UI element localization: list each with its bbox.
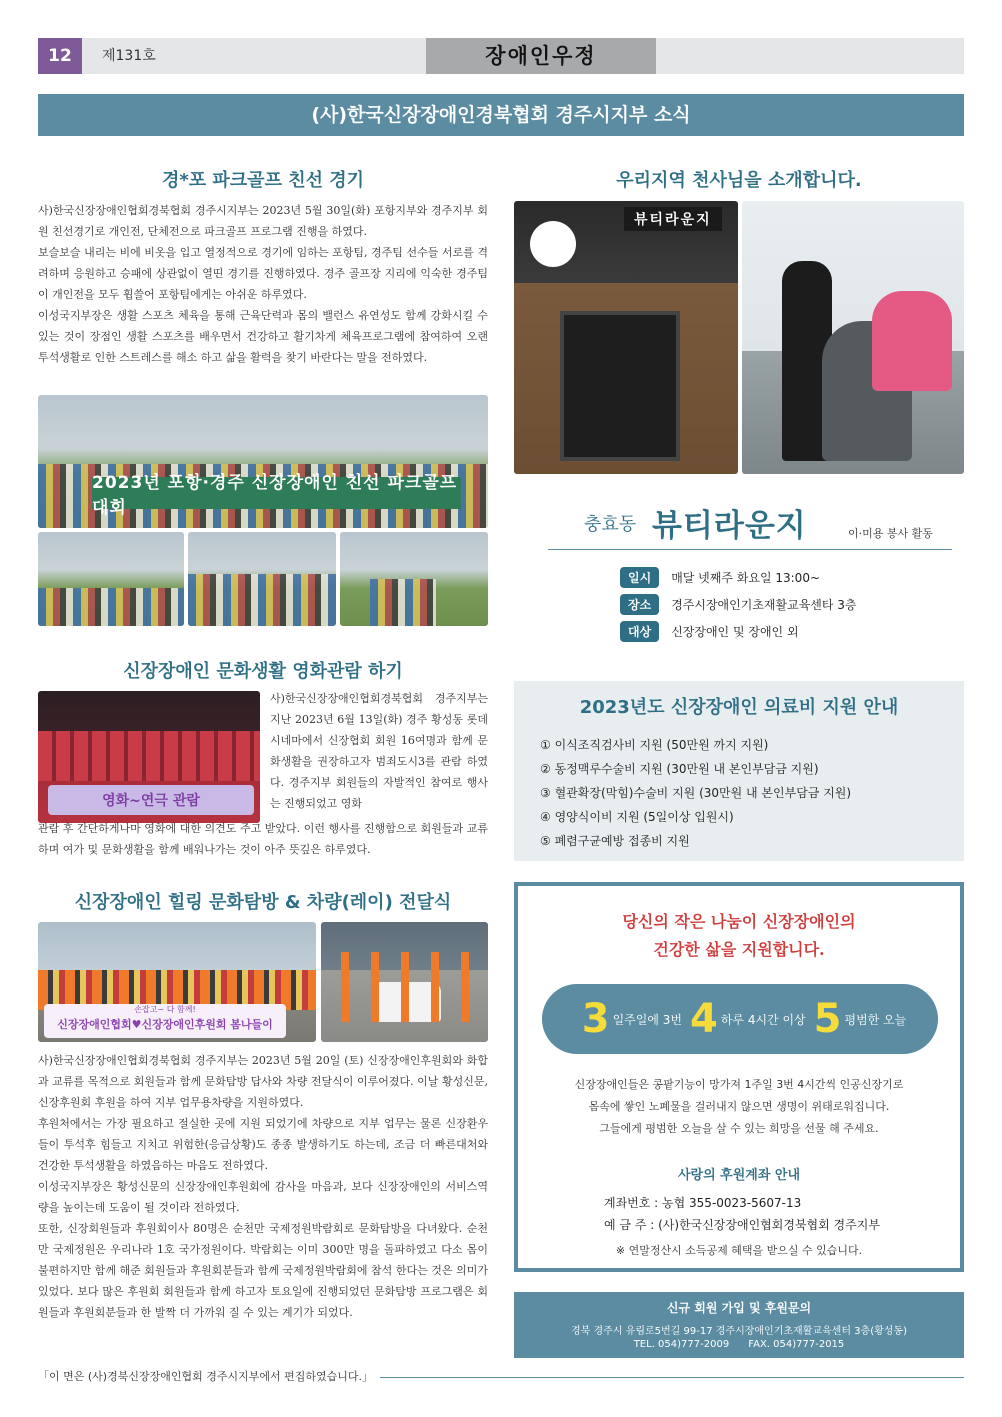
tag-date: 일시 [620,567,659,588]
dialysis-facts-pill [542,984,938,1054]
account-number: 계좌번호 : 농협 355-0023-5607-13 [604,1196,802,1210]
medical-title: 2023년도 신장장애인 의료비 지원 안내 [579,697,899,718]
shop-door [560,311,680,461]
angel-name: 뷰티라운지 [652,508,807,544]
section-banner: (사)한국신장장애인경북협회 경주시지부 소식 [38,94,964,136]
outing-banner-small: 손잡고~ 다 함께! [134,1005,196,1014]
tag-place: 장소 [620,594,659,615]
tag-target: 대상 [620,621,659,642]
golf-paragraph: 보슬보슬 내리는 비에 비옷을 입고 열정적으로 경기에 임하는 포항팀, 경주팀 선수들 서로를 격려하며 응원하고 승패에 상관없이 열띤 경기를 진행하였다. 경주 골프장 지리에 익숙한 경주팀이 개인전을 모두 휩쓸어 포항팀에게는 아쉬운 하루였다. [38,246,488,301]
list-item: ③ 혈관확장(막힘)수술비 지원 (30만원 내 본인부담금 지원) [540,786,852,800]
cinema-photo [38,691,260,823]
desc-line: 그들에게 평범한 오늘을 살 수 있는 희망을 선물 해 주세요. [599,1122,879,1135]
golf-play-photo [38,532,184,626]
fact-text: 일주일에 3번 [612,1012,682,1027]
desc-line: 몸속에 쌓인 노폐물을 걸러내지 않으면 생명이 위태로워집니다. [588,1100,890,1113]
golf-body [38,200,488,368]
info-place: 경주시장애인기초재활교육센타 3층 [671,598,857,612]
healing-paragraph: 사)한국신장장애인협회경북협회 경주지부는 2023년 5월 20일 (토) 신장장애인후원회와 화합과 교류를 목적으로 회원들과 함께 문화탐방 답사와 차량 전달식이 이루어졌다. 이날 황성신문, 신장후원회 후원을 하여 지부 업무용차량을 지원하였다. [38,1054,488,1109]
golf-photo-banner: 2023년 포항·경주 신장장애인 친선 파크골프 대회 [92,477,461,509]
list-item: ② 동정맥루수술비 지원 (30만원 내 본인부담금 지원) [540,762,819,776]
info-row-target [620,621,799,642]
crowd-figure [370,579,437,626]
movie-title: 신장장애인 문화생활 영화관람 하기 [123,661,403,682]
movie-body-full: 관람 후 간단하게나마 영화에 대한 의견도 주고 받았다. 이런 행사를 진행함으로 회원들과 교류하며 여가 및 문화생활을 함께 배워나가는 것이 아주 뜻깊은 하루였다. [38,822,488,856]
account-info [604,1192,880,1236]
golf-title: 경*포 파크골프 친선 경기 [161,170,365,191]
fact-text: 평범한 오늘 [844,1012,907,1027]
fact-number: 5 [813,996,842,1042]
masthead: 장애인우정 [426,38,656,74]
divider [548,549,952,550]
cinema-seats [38,731,260,781]
golf-team-photo [188,532,336,626]
golf-paragraph: 사)한국신장장애인협회경북협회 경주시지부는 2023년 5월 30일(화) 포항지부와 경주지부 회원 친선경기로 개인전, 단체전으로 파크골프 프로그램 진행을 하였다. [38,204,488,238]
info-row-place [620,594,857,615]
movie-body-side: 사)한국신장장애인협회경북협회 경주지부는 지난 2023년 6월 13일(화) 경주 황성동 롯데시네마에서 신장협회 회원 16여명과 함께 문화생활을 권장하고자 범죄도시3를 관람 하였다. 경주지부 회원들의 자발적인 참여로 행사는 진행되었고 영화 [270,692,488,810]
account-holder: 예 금 주 : (사)한국신장장애인협회경북협회 경주지부 [604,1218,880,1232]
shop-logo [530,221,576,267]
medical-list [540,733,851,853]
cinema-banner: 영화~연극 관람 [48,785,254,815]
contact-phones: TEL. 054)777-2009 FAX. 054)777-2015 [633,1339,845,1350]
fact-text: 하루 4시간 이상 [720,1012,806,1027]
angel-title: 우리지역 천사님을 소개합니다. [616,170,862,191]
golf-handshake-photo [340,532,488,626]
desc-line: 신장장애인들은 콩팥기능이 망가져 1주일 3번 4시간씩 인공신장기로 [574,1078,904,1091]
crowd-figure [188,574,336,626]
outing-banner-text: 신장장애인협회♥신장장애인후원회 봄나들이 [57,1018,273,1031]
car-handover-photo [321,922,488,1042]
fact-number: 4 [689,996,718,1042]
shop-front-photo [514,201,738,474]
contact-box [514,1292,964,1358]
list-item: ① 이식조직검사비 지원 (50만원 까지 지원) [540,738,769,752]
contact-title: 신규 회원 가입 및 후원문의 [666,1301,812,1315]
healing-title: 신장장애인 힐링 문화탐방 & 차량(레이) 전달식 [74,892,452,913]
contact-address: 경북 경주시 유림로5번길 99-17 경주시장애인기초재활교육센터 3층(황성동) [571,1326,907,1337]
page-number: 12 [38,38,82,74]
tax-note: ※ 연말정산시 소득공제 혜택을 받으실 수 있습니다. [615,1244,863,1257]
golf-paragraph: 이성국지부장은 생활 스포츠 체육을 통해 근육단력과 몸의 밸런스 유연성도 함께 강화시킬 수 있는 것이 장점인 생활 스포츠를 배우면서 건강하고 활기차게 체육프로그램에 참여하여 오랜 투석생활로 인한 스트레스를 해소 하고 삶을 활력을 찾기 바란다는 말을 전하였다. [38,309,488,364]
angel-activity: 이·미용 봉사 활동 [848,527,933,540]
pink-cape [872,291,952,391]
crowd-figure [329,952,480,1022]
golf-group-photo [38,395,488,528]
edit-credit: 「이 면은 (사)경북신장장애인협회 경주시지부에서 편집하였습니다.」 [38,1370,373,1383]
shop-sign: 뷰티라운지 [624,207,722,231]
slogan-line: 건강한 삶을 지원합니다. [653,940,825,959]
issue-number: 제131호 [102,48,156,64]
outing-banner [44,1004,286,1038]
healing-paragraph: 또한, 신장회원들과 후원회이사 80명은 순천만 국제정원박람회로 문화탐방을 다녀왔다. 순천만 국제정원은 우리나라 1호 국가정원이다. 박람회는 이미 300만 명을 돌파하였고 다소 몸이 불편하지만 함께 해준 회원들과 후원회분들과 함께 국제정원박람회에 참석 한다는 것은 의미가 있었다. 보다 많은 후원회 회원들과 함께 하고자 토요일에 진행되었던 문화탐방 프로그램은 회원들과 후원회분들과 한 발짝 더 가까워 질 수 있는 계기가 되었다. [38,1222,488,1319]
outing-group-photo [38,922,316,1042]
healing-paragraph: 이성국지부장은 황성신문의 신장장애인후원회에 감사을 마음과, 보다 신장장애인의 서비스역량을 높이는데 도움이 될 것이라 전하였다. [38,1180,488,1214]
donation-slogan [518,908,960,964]
healing-paragraph: 후원처에서는 가장 필요하고 절실한 곳에 지원 되었기에 차량으로 지부 업무는 물론 신장환우들이 투석후 힘들고 지치고 위험한(응급상황)도 종종 발생하기도 하는데, 조금 더 빠른대처와 건강한 투석생활을 하였음하는 마음도 전하였다. [38,1117,488,1172]
info-row-date [620,567,820,588]
angel-district: 충효동 [584,514,637,535]
list-item: ④ 영양식이비 지원 (5일이상 입원시) [540,810,734,824]
haircut-photo [742,201,964,474]
donation-description [518,1074,960,1140]
list-item: ⑤ 폐렴구균예방 접종비 지원 [540,834,690,848]
crowd-figure [38,588,184,626]
footer-rule [380,1377,964,1378]
info-target: 신장장애인 및 장애인 외 [671,625,799,639]
slogan-line: 당신의 작은 나눔이 신장장애인의 [622,912,856,931]
donation-box [514,882,964,1272]
healing-body [38,1050,488,1323]
fact-number: 3 [581,996,610,1042]
info-date: 매달 넷째주 화요일 13:00~ [671,571,821,585]
account-title: 사랑의 후원계좌 안내 [677,1168,801,1183]
medical-support-box [514,681,964,861]
page-header [38,38,964,74]
